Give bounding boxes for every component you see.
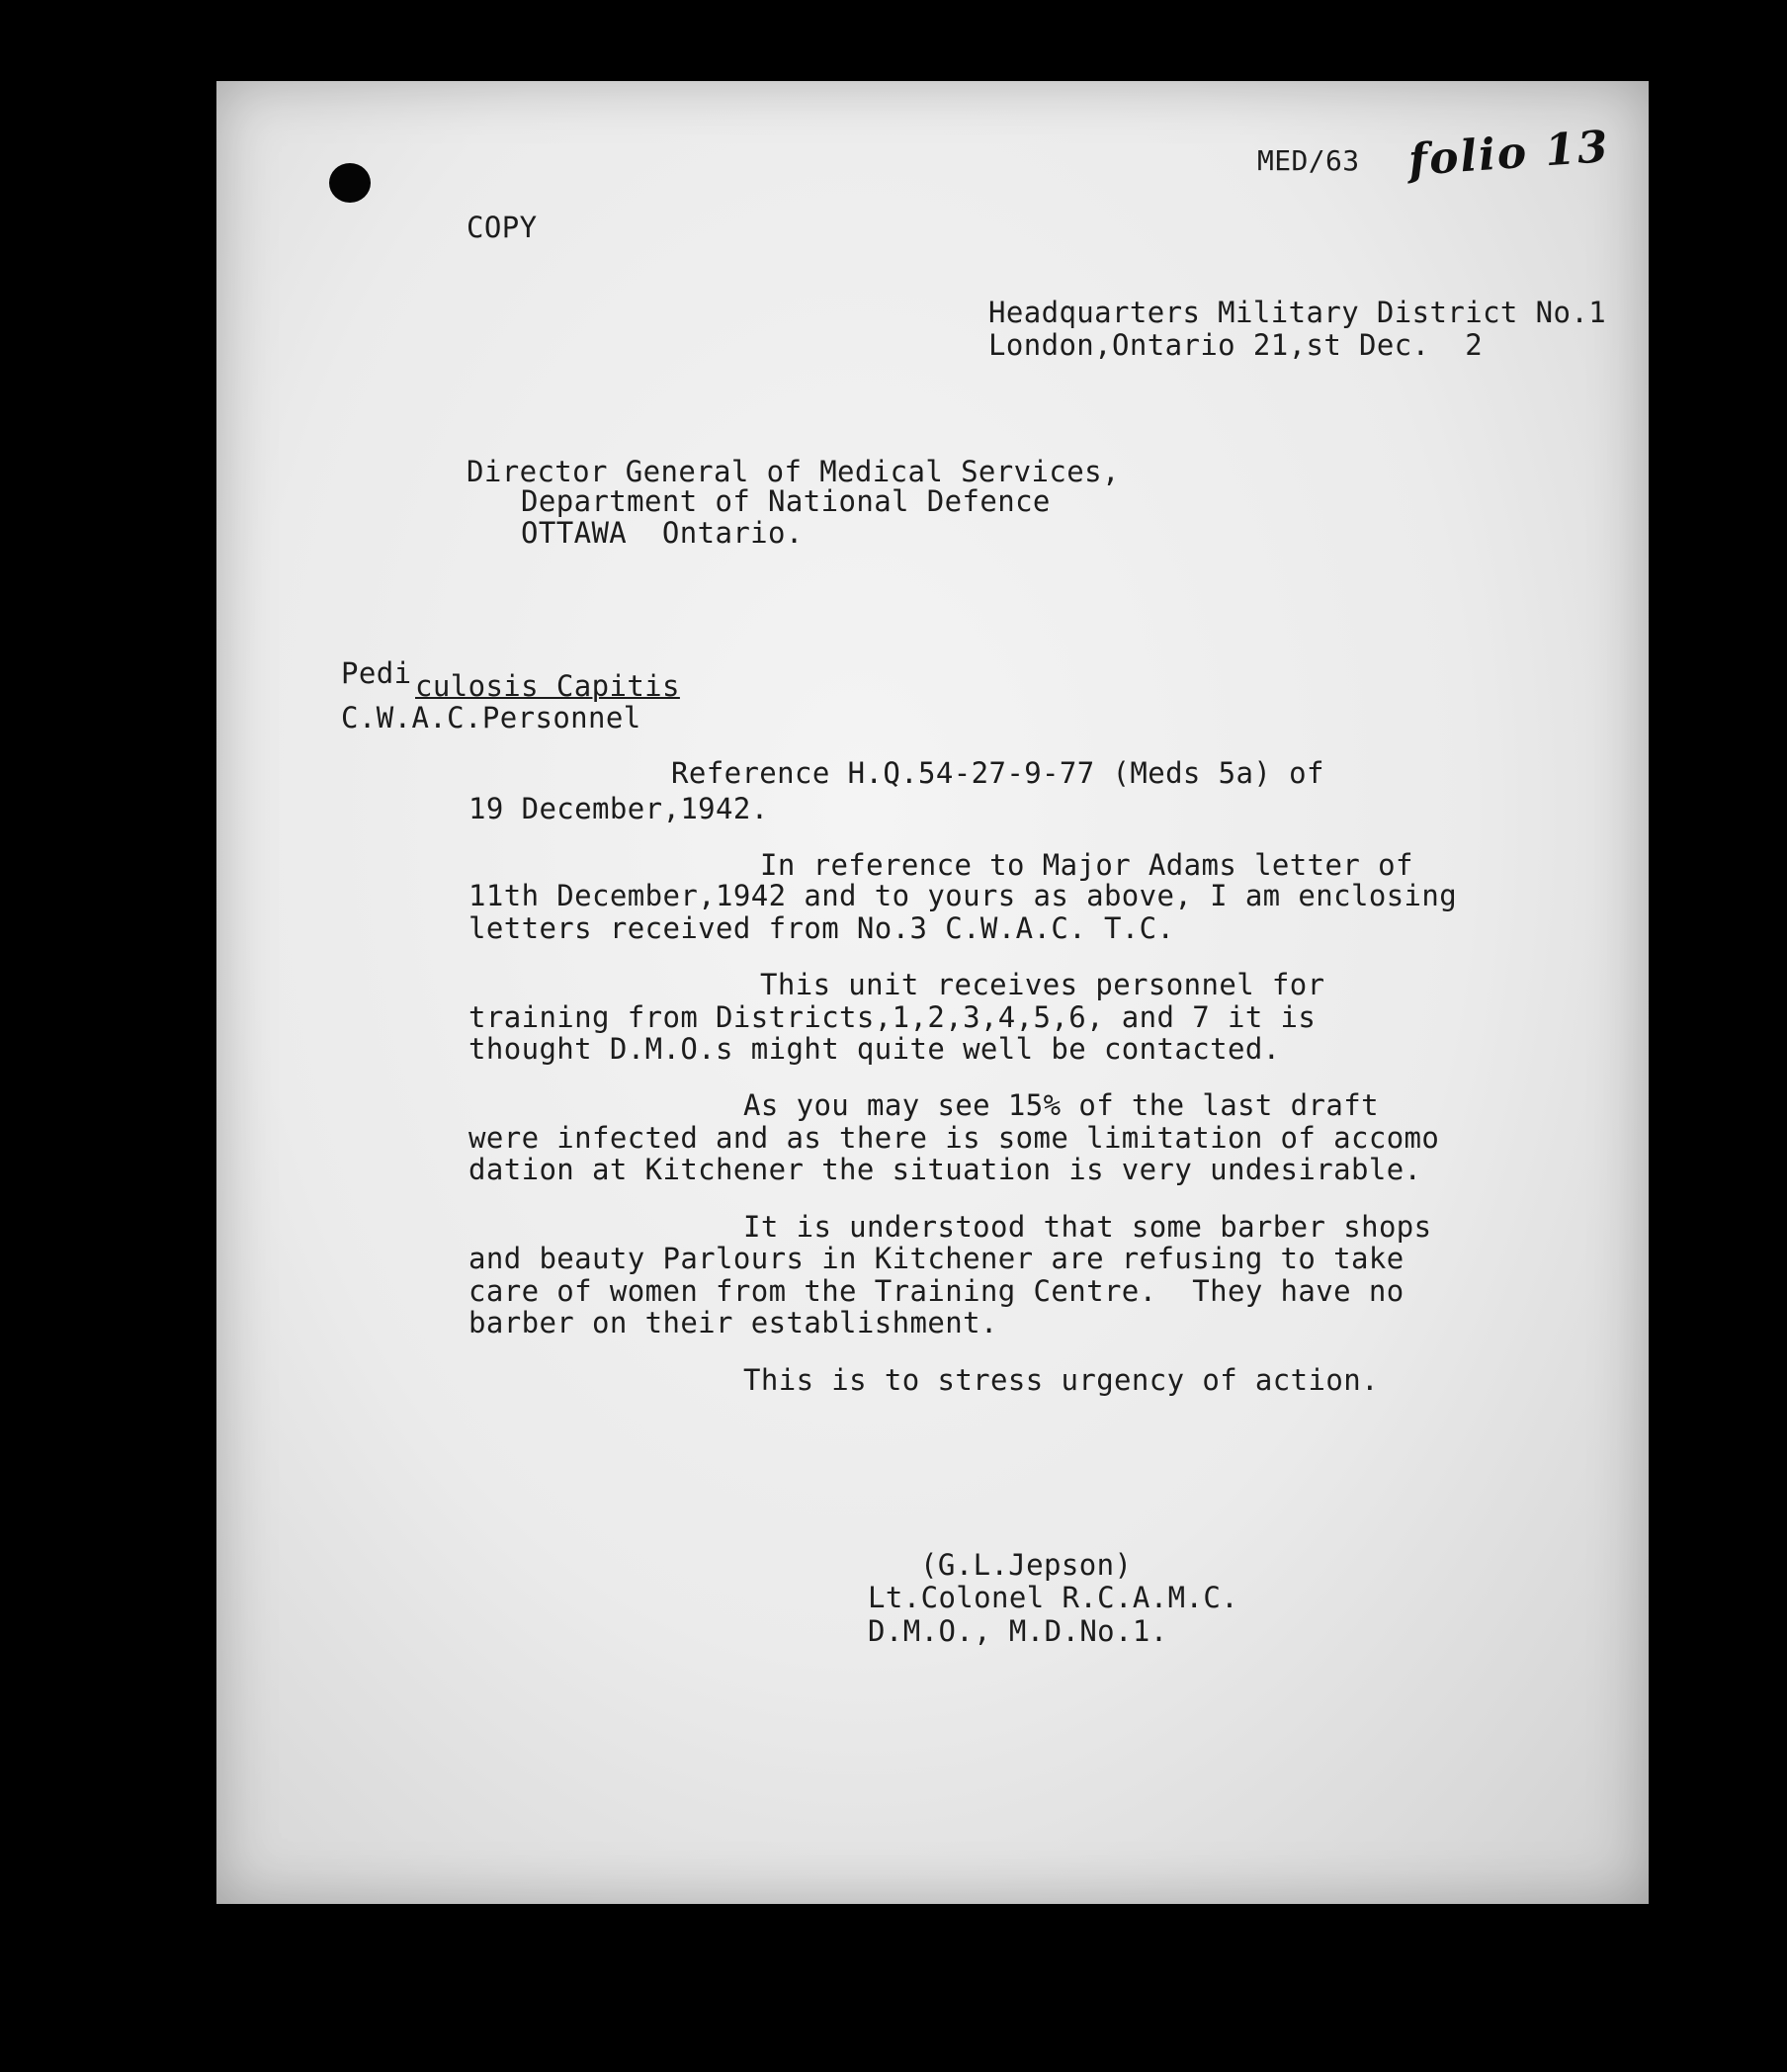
para5: This is to stress urgency of action. (743, 1363, 1379, 1397)
para1-line-2: 11th December,1942 and to yours as above, I am enclosing (468, 879, 1458, 912)
para3-line-3: dation at Kitchener the situation is very undesirable. (468, 1153, 1422, 1186)
reference-line-2: 19 December,1942. (468, 792, 769, 825)
para4-line-1: It is understood that some barber shops (743, 1210, 1432, 1244)
file-reference: MED/63 (1257, 144, 1360, 177)
recipient-line-2: Department of National Defence (521, 484, 1051, 518)
folio-annotation: folio 13 (1406, 121, 1612, 187)
subject-line-2: C.W.A.C.Personnel (341, 701, 641, 734)
para3-line-1: As you may see 15% of the last draft (743, 1088, 1379, 1122)
recipient-line-1: Director General of Medical Services, (467, 455, 1120, 488)
para2-line-1: This unit receives personnel for (760, 968, 1325, 1001)
para2-line-3: thought D.M.O.s might quite well be contacted. (468, 1032, 1281, 1066)
signatory-name: (G.L.Jepson) (920, 1548, 1133, 1582)
sender-line-1: Headquarters Military District No.1 (988, 296, 1607, 329)
sender-line-2: London,Ontario 21,st Dec. 2 (988, 328, 1484, 362)
para4-line-4: barber on their establishment. (468, 1306, 998, 1339)
para1-line-3: letters received from No.3 C.W.A.C. T.C. (468, 911, 1175, 945)
signatory-office: D.M.O., M.D.No.1. (868, 1614, 1168, 1648)
copy-mark: COPY (467, 211, 538, 244)
para4-line-2: and beauty Parlours in Kitchener are refusing to take (468, 1242, 1404, 1275)
recipient-line-3: OTTAWA Ontario. (521, 516, 804, 550)
subject-line-1: culosis Capitis (415, 669, 680, 703)
para3-line-2: were infected and as there is some limitation of accomo (468, 1121, 1440, 1155)
para2-line-2: training from Districts,1,2,3,4,5,6, and 7 it is (468, 1000, 1317, 1034)
reference-line-1: Reference H.Q.54-27-9-77 (Meds 5a) of (671, 756, 1324, 790)
para1-line-1: In reference to Major Adams letter of (760, 848, 1413, 882)
punch-hole (329, 163, 371, 203)
subject-prefix: Pedi (341, 656, 412, 690)
signatory-rank: Lt.Colonel R.C.A.M.C. (868, 1581, 1239, 1614)
para4-line-3: care of women from the Training Centre. They have no (468, 1274, 1404, 1308)
